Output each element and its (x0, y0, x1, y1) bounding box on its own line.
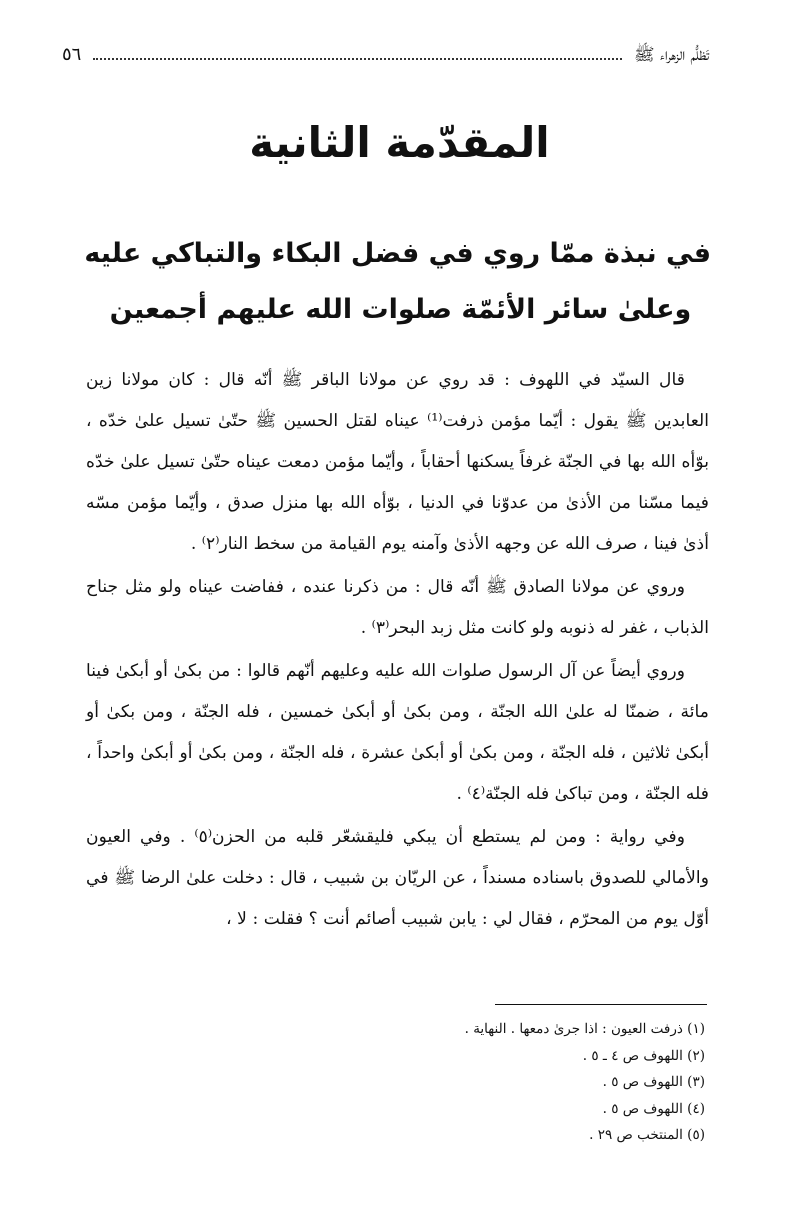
footnote: (٤) اللهوف ص ٥ . (602, 1100, 705, 1117)
chapter-subtitle (84, 226, 711, 338)
paragraph: قال السيّد في اللهوف : قد روي عن مولانا الباقر ﷺ أنّه قال : كان مولانا زين العابدين ﷺ يقول : أيّما مؤمن ذرفت⁽¹⁾ عيناه لقتل الحسين ﷺ حتّىٰ تسيل علىٰ خدّه ، بوّأه الله بها في الجنّة غرفاً يسكنها أحقاباً ، وأيّما مؤمن دمعت عيناه حتّىٰ تسيل علىٰ خدّه فيما مسّنا من الأذىٰ من عدوّنا في الدنيا ، بوّأه الله بها منزل صدق ، وأيّما مؤمن مسّه أذىٰ فينا ، صرف الله عن وجهه الأذىٰ وآمنه يوم القيامة من سخط النار⁽٢⁾ . (86, 370, 709, 554)
footnotes (120, 1016, 705, 1149)
body-text (86, 360, 709, 942)
footnote: (٣) اللهوف ص ٥ . (602, 1074, 705, 1090)
page-number: ٥٦ (62, 44, 82, 65)
paragraph: وفي رواية : ومن لم يستطع أن يبكي فليقشعّر قلبه من الحزن⁽٥⁾ . وفي العيون والأمالي للصدوق باسناده مسنداً ، عن الريّان بن شبيب ، قال : دخلت علىٰ الرضا ﷺ في أوّل يوم من المحرّم ، فقال لي : يابن شبيب أصائم أنت ؟ فقلت : لا ، (86, 827, 709, 929)
chapter-title: المقدّمة الثانية (249, 118, 550, 167)
footnote: (١) ذرفت العيون : اذا جرىٰ دمعها . النهاية . (464, 1021, 705, 1037)
subtitle-line-2: وعلىٰ سائر الأئمّة صلوات الله عليهم أجمعين (109, 294, 692, 325)
leader-dots (93, 46, 622, 60)
footnote: (٥) المنتخب ص ٢٩ . (589, 1127, 705, 1143)
running-header (62, 44, 709, 69)
paragraph: وروي عن مولانا الصادق ﷺ أنّه قال : من ذكرنا عنده ، ففاضت عيناه ولو مثل جناح الذباب ، غفر له ذنوبه ولو كانت مثل زبد البحر⁽٣⁾ . (86, 577, 709, 638)
footnote-divider (495, 1004, 707, 1005)
paragraph: وروي أيضاً عن آل الرسول صلوات الله عليه وعليهم أنّهم قالوا : من بكىٰ أو أبكىٰ فينا مائة ، ضمنّا له علىٰ الله الجنّة ، ومن بكىٰ أو أبكىٰ خمسين ، فله الجنّة ، ومن بكىٰ أو أبكىٰ ثلاثين ، فله الجنّة ، ومن بكىٰ أو أبكىٰ عشرة ، فله الجنّة ، ومن بكىٰ أو أبكىٰ واحداً ، فله الجنّة ، ومن تباكىٰ فله الجنّة⁽٤⁾ . (86, 661, 709, 804)
running-title: تَظلُّم الزهراء ﷺ (633, 45, 709, 65)
subtitle-line-1: في نبذة ممّا روي في فضل البكاء والتباكي عليه (84, 238, 711, 269)
footnote: (٢) اللهوف ص ٤ ـ ٥ . (582, 1047, 705, 1064)
